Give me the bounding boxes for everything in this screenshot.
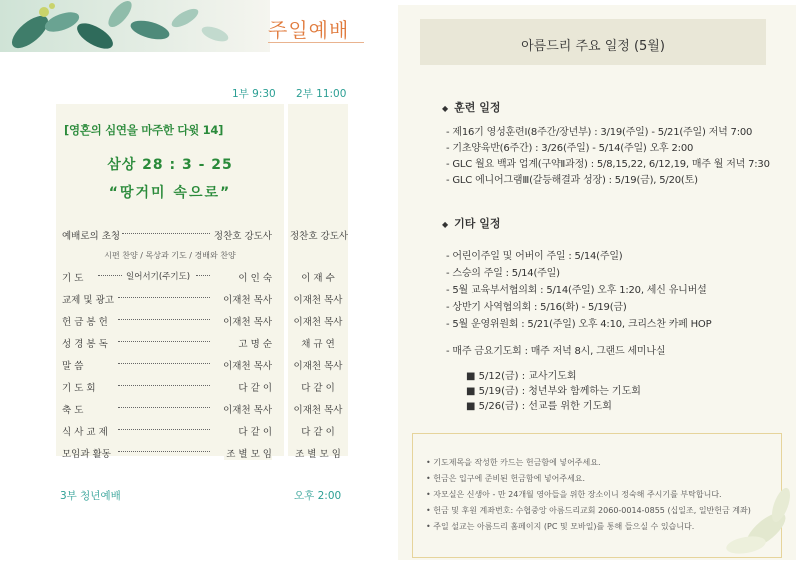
order-label: 예배로의 초청 bbox=[62, 231, 121, 242]
order-label: 기 도 회 bbox=[62, 383, 96, 394]
order-label: 모임과 활동 bbox=[62, 449, 111, 460]
order-leader: 이 인 숙 bbox=[236, 270, 272, 284]
order-label: 헌 금 봉 헌 bbox=[62, 317, 108, 328]
order-row bbox=[62, 292, 272, 306]
training-item: - 제16기 영성훈련Ⅰ(8주간/장년부) : 3/19(주일) - 5/21(주일) 저녁 7:00 bbox=[446, 127, 753, 138]
order-leader-2: 이재천 목사 bbox=[293, 361, 343, 372]
leader-dots bbox=[118, 341, 210, 342]
other-item: - 어린이주일 및 어버이 주일 : 5/14(주일) bbox=[446, 251, 623, 262]
leader-dots bbox=[196, 275, 210, 276]
order-row bbox=[62, 424, 272, 438]
diamond-icon: ◆ bbox=[442, 220, 449, 229]
leader-dots bbox=[118, 407, 210, 408]
diamond-icon: ◆ bbox=[442, 104, 449, 113]
order-row bbox=[62, 358, 272, 372]
sermon-title: “땅거미 속으로” bbox=[108, 185, 232, 201]
right-page bbox=[398, 5, 796, 560]
order-leader: 이재천 목사 bbox=[221, 402, 272, 416]
sermon-series: [영혼의 심연을 마주한 다윗 14] bbox=[64, 123, 224, 137]
order-row bbox=[62, 314, 272, 328]
order-row bbox=[62, 446, 272, 460]
order-row bbox=[62, 228, 272, 242]
friday-sub-item: ■ 5/19(금) : 청년부와 함께하는 기도회 bbox=[466, 386, 641, 397]
notice-item: • 자모실은 신생아 - 만 24개월 영아들을 위한 장소이니 정숙해 주시기를 부탁합니다. bbox=[426, 490, 722, 499]
order-leader: 이재천 목사 bbox=[221, 358, 272, 372]
leader-dots bbox=[118, 319, 210, 320]
training-item: - GLC 월요 백과 업계(구약Ⅱ과정) : 5/8,15,22, 6/12,19, 매주 월 저녁 7:30 bbox=[446, 159, 770, 170]
order-leader: 다 같 이 bbox=[236, 424, 272, 438]
notice-item: • 헌금은 입구에 준비된 헌금함에 넣어주세요. bbox=[426, 474, 586, 483]
leader-dots bbox=[118, 363, 210, 364]
order-label: 식 사 교 제 bbox=[62, 427, 108, 438]
page-title: 주일예배 bbox=[268, 18, 350, 42]
order-leader-2: 정찬호 강도사 bbox=[290, 231, 349, 242]
order-label: 기 도 bbox=[62, 273, 84, 284]
friday-prayer-item: - 매주 금요기도회 : 매주 저녁 8시, 그랜드 세미나실 bbox=[446, 346, 666, 357]
other-item: - 스승의 주일 : 5/14(주일) bbox=[446, 268, 560, 279]
other-item: - 5월 운영위원회 : 5/21(주일) 오후 4:10, 크리스찬 카페 HOP bbox=[446, 319, 712, 330]
order-row bbox=[62, 402, 272, 416]
training-item: - GLC 에니어그램Ⅲ(갈등해결과 성장) : 5/19(금), 5/20(토) bbox=[446, 175, 698, 186]
training-item: - 기초양육반(6주간) : 3/26(주일) - 5/14(주일) 오후 2:00 bbox=[446, 143, 694, 154]
order-label: 축 도 bbox=[62, 405, 84, 416]
service-2-time: 2부 11:00 bbox=[296, 88, 347, 100]
notice-item: • 기도제목을 작성한 카드는 헌금함에 넣어주세요. bbox=[426, 458, 601, 467]
leader-dots bbox=[118, 451, 210, 452]
friday-sub-item: ■ 5/12(금) : 교사기도회 bbox=[466, 371, 577, 382]
title-underline bbox=[268, 42, 364, 43]
other-item: - 상반기 사역협의회 : 5/16(화) - 5/19(금) bbox=[446, 302, 627, 313]
other-heading bbox=[442, 215, 501, 231]
order-leader: 다 같 이 bbox=[236, 380, 272, 394]
leader-dots bbox=[118, 429, 210, 430]
order-label: 말 씀 bbox=[62, 361, 84, 372]
order-row bbox=[62, 380, 272, 394]
other-heading-text: 기타 일정 bbox=[454, 217, 501, 230]
order-leader: 이재천 목사 bbox=[221, 314, 272, 328]
training-heading-text: 훈련 일정 bbox=[454, 101, 501, 114]
service-3-label: 3부 청년예배 bbox=[60, 490, 121, 502]
leader-dots bbox=[118, 297, 210, 298]
leader-dots bbox=[122, 233, 210, 234]
order-label: 교제 및 광고 bbox=[62, 295, 114, 306]
order-leader-2: 이재천 목사 bbox=[293, 295, 343, 306]
service-3-time: 오후 2:00 bbox=[294, 490, 342, 502]
training-heading bbox=[442, 99, 501, 115]
other-item: - 5월 교육부서협의회 : 5/14(주일) 오후 1:20, 세신 유니버설 bbox=[446, 285, 707, 296]
friday-sub-item: ■ 5/26(금) : 선교를 위한 기도회 bbox=[466, 401, 612, 412]
notice-item: • 주일 설교는 아름드리 홈페이지 (PC 및 모바일)를 통해 들으실 수 있습니다. bbox=[426, 522, 695, 531]
order-leader-2: 이 재 수 bbox=[301, 273, 335, 284]
order-leader: 정찬호 강도사 bbox=[212, 228, 272, 242]
order-leader-2: 다 같 이 bbox=[301, 427, 335, 438]
order-leader: 조 별 모 임 bbox=[224, 446, 272, 460]
leader-dots bbox=[118, 385, 210, 386]
service-1-time: 1부 9:30 bbox=[232, 88, 276, 100]
order-leader: 고 명 순 bbox=[236, 336, 272, 350]
order-row bbox=[62, 336, 272, 350]
worship-sub: 시편 찬양 / 목상과 기도 / 경배와 찬양 bbox=[104, 251, 236, 260]
scripture-reference: 삼상 28 : 3 - 25 bbox=[107, 157, 233, 173]
order-leader-2: 다 같 이 bbox=[301, 383, 335, 394]
leader-dots bbox=[98, 275, 122, 276]
order-row bbox=[62, 270, 272, 284]
order-middle: 일어서기(주기도) bbox=[126, 272, 191, 282]
order-leader-2: 이재천 목사 bbox=[293, 317, 343, 328]
order-leader-2: 채 규 연 bbox=[301, 339, 335, 350]
order-leader: 이재천 목사 bbox=[221, 292, 272, 306]
order-label: 성 경 봉 독 bbox=[62, 339, 108, 350]
order-leader-2: 이재천 목사 bbox=[293, 405, 343, 416]
schedule-title: 아름드리 주요 일정 (5월) bbox=[521, 39, 665, 54]
leaf-decoration-icon bbox=[0, 0, 270, 52]
order-leader-2: 조 별 모 임 bbox=[295, 449, 341, 460]
notice-item: • 헌금 및 후원 계좌번호: 수협중앙 아름드리교회 2060-0014-0855 (십일조, 일반헌금 계좌) bbox=[426, 506, 751, 515]
